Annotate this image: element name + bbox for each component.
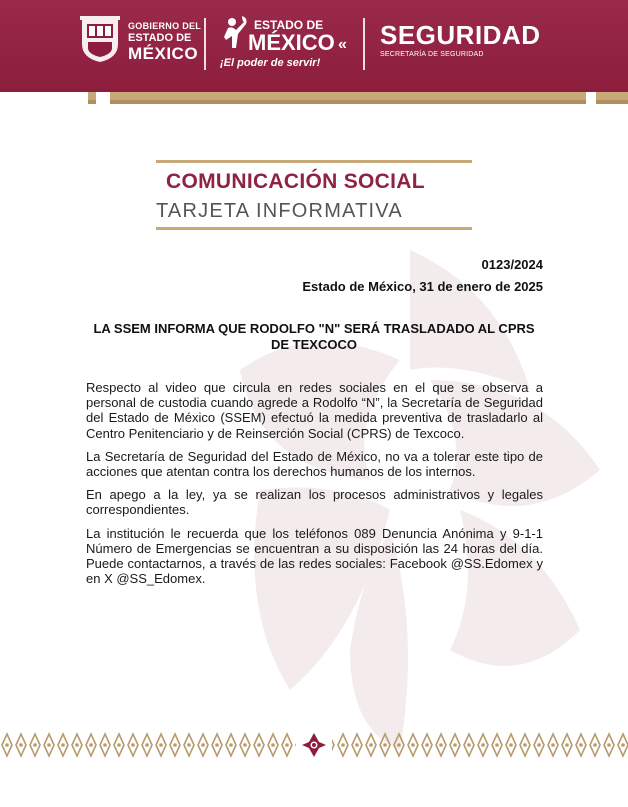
state-government-logo-text — [128, 22, 201, 62]
coat-of-arms-icon — [78, 14, 122, 64]
body-paragraph: Respecto al video que circula en redes sociales en el que se observa a personal de custodia cuando agrede a Rodolfo “N”, la Secretaría de Seguridad del Estado de México (SSEM) efectuó la medida preventiva de trasladarlo al Centro Penitenciario y de Reinserción Social (CPRS) de Texcoco. — [86, 380, 543, 441]
body-paragraph: En apego a la ley, ya se realizan los procesos administrativos y legales correspondientes. — [86, 487, 543, 518]
document-headline: LA SSEM INFORMA QUE RODOLFO "N" SERÁ TRASLADADO AL CPRS DE TEXCOCO — [93, 321, 535, 352]
header-divider — [363, 18, 365, 70]
document-body — [86, 380, 543, 594]
edomex-slogan: ¡El poder de servir! — [220, 57, 321, 69]
document-folio: 0123/2024 — [481, 257, 543, 272]
gob-line-1: GOBIERNO DEL — [128, 21, 202, 31]
body-paragraph: La institución le recuerda que los teléfonos 089 Denuncia Anónima y 9-1-1 Número de Emergencias se encuentran a su disposición las 24 horas del día. Puede contactarnos, a través de las redes sociales: Facebook @SS.Edomex y en X @SS_Edomex. — [86, 525, 543, 587]
title-rule-top — [156, 160, 472, 163]
gob-line-2: ESTADO DE — [128, 32, 192, 44]
body-paragraph: La Secretaría de Seguridad del Estado de México, no va a tolerar este tipo de acciones que atentan contra los derechos humanos de los internos. — [86, 448, 543, 480]
agency-logo-text — [380, 22, 541, 58]
header-band — [0, 0, 628, 92]
agency-name: SEGURIDAD — [380, 20, 541, 50]
section-title: COMUNICACIÓN SOCIAL — [166, 170, 425, 193]
edomex-logo-text — [220, 18, 335, 69]
header-gold-stripe — [0, 92, 628, 104]
ornamental-border-icon — [0, 730, 628, 760]
document-dateline: Estado de México, 31 de enero de 2025 — [302, 279, 543, 294]
gob-line-3: MÉXICO — [128, 44, 199, 63]
title-rule-bottom — [156, 227, 472, 230]
header-divider — [204, 18, 206, 70]
agency-subtitle: SECRETARÍA DE SEGURIDAD — [380, 51, 484, 58]
edomex-line-2: MÉXICO — [248, 30, 335, 55]
edomex-chevrons: « — [338, 36, 347, 53]
section-subtitle: TARJETA INFORMATIVA — [156, 200, 403, 222]
edomex-line-1: ESTADO DE — [254, 18, 324, 32]
